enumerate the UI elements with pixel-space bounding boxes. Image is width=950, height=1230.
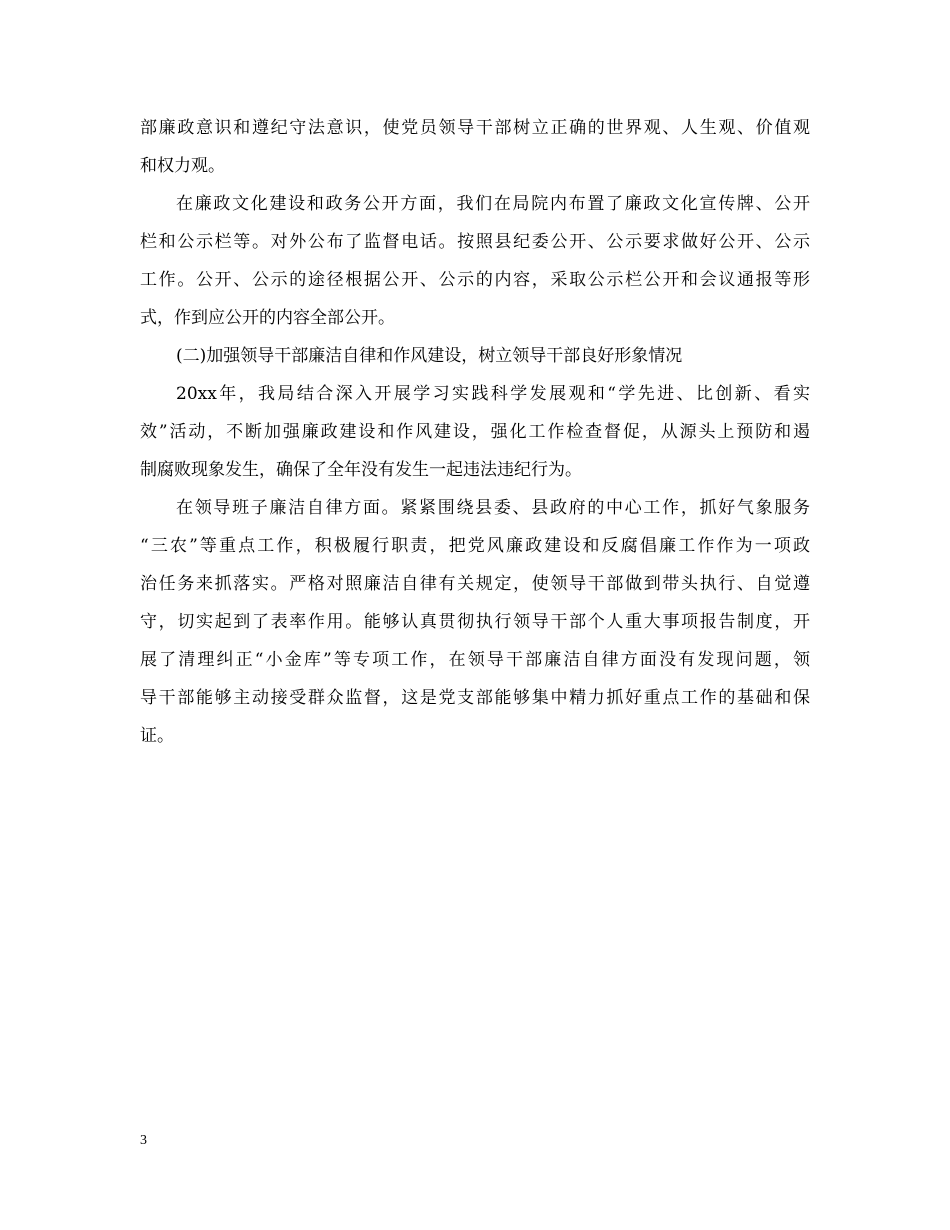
paragraph-1 bbox=[140, 109, 810, 185]
text-line: 20xx年，我局结合深入开展学习实践科学发展观和“学先进、比创新、看实 bbox=[176, 384, 810, 404]
text-line: 守，切实起到了表率作用。能够认真贯彻执行领导干部个人重大事项报告制度，开 bbox=[140, 612, 810, 632]
text-line: 治任务来抓落实。严格对照廉洁自律有关规定，使领导干部做到带头执行、自觉遵 bbox=[140, 574, 810, 594]
paragraph-2 bbox=[140, 185, 810, 337]
paragraph-3 bbox=[140, 375, 810, 489]
text-line: 式，作到应公开的内容全部公开。 bbox=[140, 308, 395, 328]
text-line: 效”活动，不断加强廉政建设和作风建设，强化工作检查督促，从源头上预防和遏 bbox=[140, 422, 810, 442]
text-line: 在廉政文化建设和政务公开方面，我们在局院内布置了廉政文化宣传牌、公开 bbox=[176, 194, 810, 214]
text-line: 展了清理纠正“小金库”等专项工作，在领导干部廉洁自律方面没有发现问题，领 bbox=[140, 650, 810, 670]
text-line: 工作。公开、公示的途径根据公开、公示的内容，采取公示栏公开和会议通报等形 bbox=[140, 270, 810, 290]
text-line: “三农”等重点工作，积极履行职责，把党风廉政建设和反腐倡廉工作作为一项政 bbox=[140, 536, 810, 556]
text-line: 部廉政意识和遵纪守法意识，使党员领导干部树立正确的世界观、人生观、价值观 bbox=[140, 118, 810, 138]
page-number: 3 bbox=[140, 1133, 147, 1148]
document-body bbox=[140, 109, 810, 755]
text-line: 栏和公示栏等。对外公布了监督电话。按照县纪委公开、公示要求做好公开、公示 bbox=[140, 232, 810, 252]
section-heading bbox=[140, 337, 810, 375]
text-line: 在领导班子廉洁自律方面。紧紧围绕县委、县政府的中心工作，抓好气象服务 bbox=[176, 498, 810, 518]
text-line: (二)加强领导干部廉洁自律和作风建设，树立领导干部良好形象情况 bbox=[176, 346, 683, 366]
text-line: 制腐败现象发生，确保了全年没有发生一起违法违纪行为。 bbox=[140, 460, 582, 480]
text-line: 和权力观。 bbox=[140, 156, 225, 176]
text-line: 导干部能够主动接受群众监督，这是党支部能够集中精力抓好重点工作的基础和保 bbox=[140, 688, 810, 708]
text-line: 证。 bbox=[140, 726, 174, 746]
paragraph-4 bbox=[140, 489, 810, 755]
